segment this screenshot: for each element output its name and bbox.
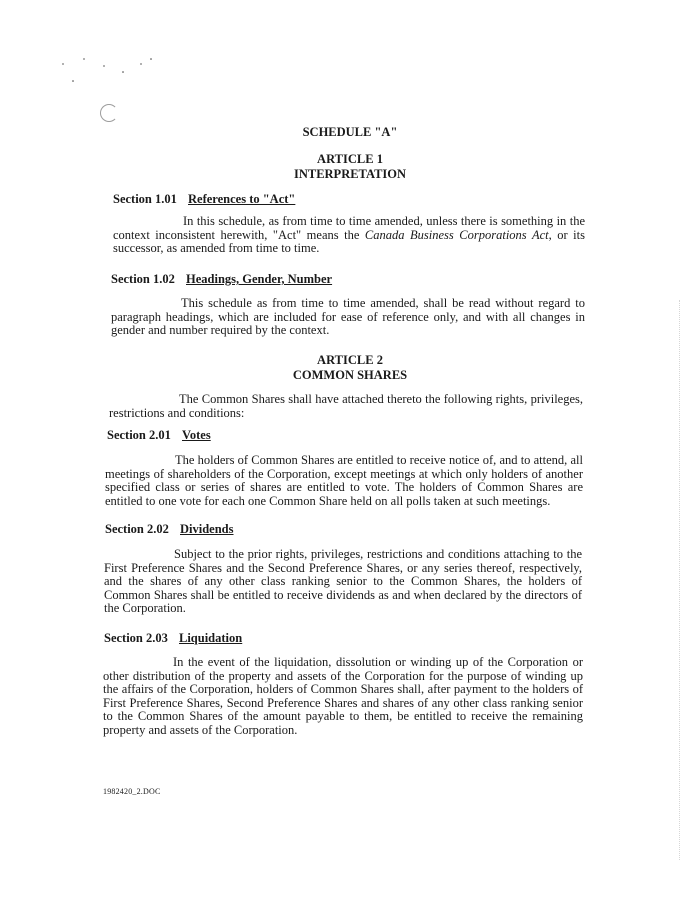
section-2-03-heading: [104, 631, 242, 646]
scan-speck: [140, 63, 142, 65]
punch-hole-mark: [100, 104, 118, 122]
article-2-number: ARTICLE 2: [317, 353, 383, 367]
section-1-01-text-a: In this schedule, as from time to time amended, unless there is something in the context inconsistent herewith, "Act" means the: [113, 214, 585, 242]
scan-speck: [103, 65, 105, 67]
section-title: Votes: [182, 428, 211, 442]
section-2-02-heading: [105, 522, 234, 537]
section-2-01-body: The holders of Common Shares are entitled to receive notice of, and to attend, all meetings of shareholders of the Corporation, except meetings at which only holders of another specified class or series of shares are entitled to vote. The holders of Common Shares are entitled to one vote for each one Common Share held on all polls taken at such meetings.: [105, 453, 583, 508]
section-title: Liquidation: [179, 631, 243, 645]
scan-speck: [62, 63, 64, 65]
section-number: Section 1.02: [111, 272, 175, 286]
section-title: Dividends: [180, 522, 234, 536]
article-1-number: ARTICLE 1: [317, 152, 383, 166]
article-2-intro-text: The Common Shares shall have attached thereto the following rights, privileges, restrictions and conditions:: [109, 392, 583, 420]
scan-speck: [122, 71, 124, 73]
section-2-03-body: In the event of the liquidation, dissolution or winding up of the Corporation or other distribution of the property and assets of the Corporation for the purpose of winding up the affairs of the Corporation, holders of Common Shares shall, after payment to the holders of First Preference Shares, Second Preference Shares and shares of any other class ranking senior to the Common Shares of the amount payable to them, be entitled to receive the remaining property and assets of the Corporation.: [103, 655, 583, 737]
section-number: Section 1.01: [113, 192, 177, 206]
document-footer: 1982420_2.DOC: [103, 787, 161, 796]
section-1-02-text: [111, 297, 585, 338]
section-number: Section 2.03: [104, 631, 168, 645]
section-2-03-text: [103, 656, 583, 738]
section-1-02-body: This schedule as from time to time amended, shall be read without regard to paragraph headings, which are included for ease of reference only, and with all changes in gender and number required by the context.: [111, 296, 585, 338]
scan-speck: [72, 80, 74, 82]
scan-speck: [150, 58, 152, 60]
article-2-title: COMMON SHARES: [292, 368, 408, 382]
section-2-02-text: [104, 548, 582, 616]
section-2-01-text: [105, 454, 583, 508]
section-1-02-heading: [111, 272, 332, 287]
article-2-intro: [109, 393, 583, 420]
section-2-01-heading: [107, 428, 211, 443]
section-number: Section 2.01: [107, 428, 171, 442]
scan-speck: [83, 58, 85, 60]
schedule-title: SCHEDULE "A": [302, 125, 398, 139]
section-title: References to "Act": [188, 192, 296, 206]
section-1-01-text-b: , or its successor, as amended from time to time.: [113, 227, 585, 256]
article-1-title: INTERPRETATION: [293, 167, 407, 181]
section-title: Headings, Gender, Number: [186, 272, 333, 286]
act-name: Canada Business Corporations Act: [364, 227, 549, 242]
section-2-02-body: Subject to the prior rights, privileges, restrictions and conditions attaching to the First Preference Shares and the Second Preference Shares, or any series thereof, respectively, and the shares of any other class ranking senior to the Common Shares, the holders of Common Shares shall be entitled to receive dividends as and when declared by the directors of the Corporation.: [104, 547, 582, 616]
section-1-01-heading: [113, 192, 295, 207]
section-number: Section 2.02: [105, 522, 169, 536]
section-1-01-text: [113, 215, 585, 256]
scan-edge-line: [678, 300, 680, 860]
